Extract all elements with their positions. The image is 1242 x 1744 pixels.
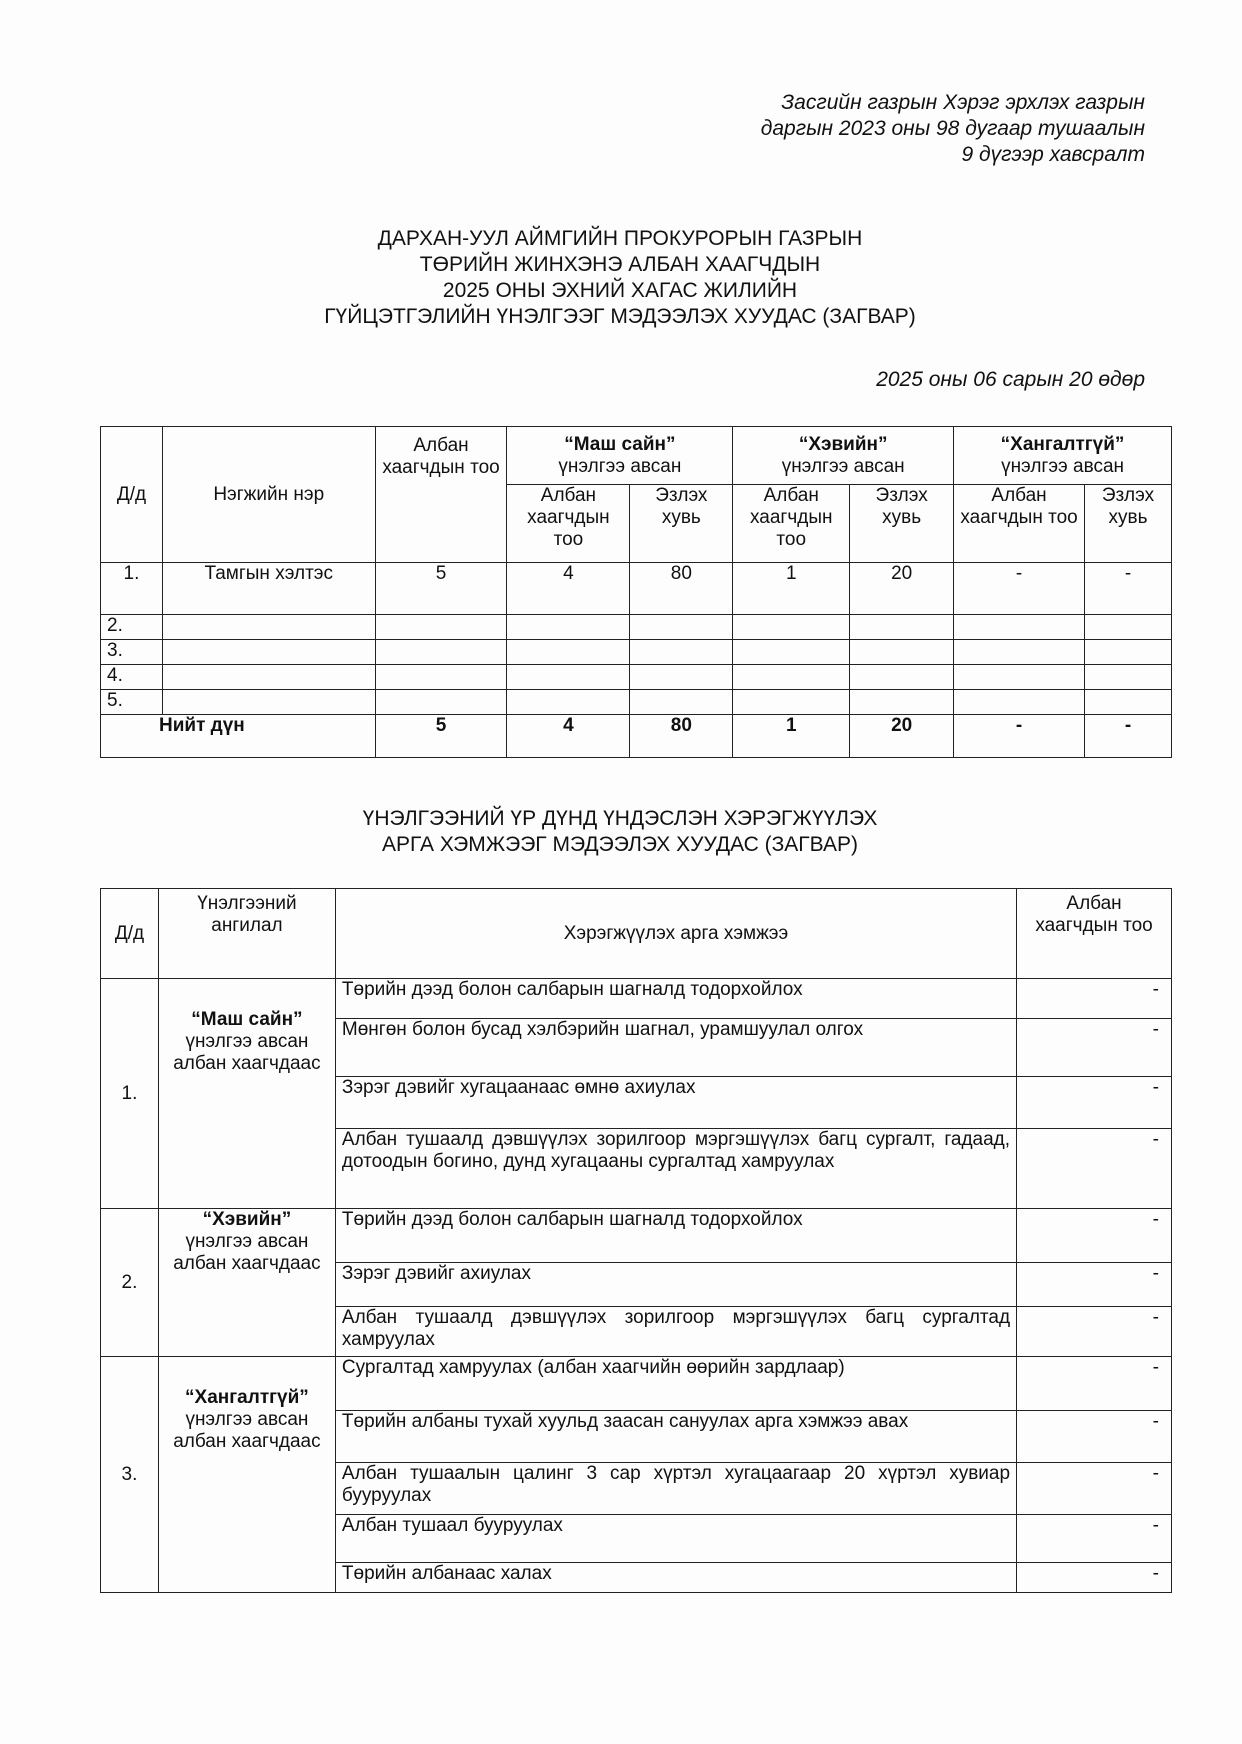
action-item: Төрийн дээд болон салбарын шагналд тодорхойлох (335, 1209, 1016, 1263)
title-line-3: 2025 ОНЫ ЭХНИЙ ХАГАС ЖИЛИЙН (442, 279, 798, 302)
table-row (101, 665, 1172, 690)
header-no: Д/д (101, 427, 163, 563)
header-unit-name: Нэгжийн нэр (162, 427, 375, 563)
row-insufficient-count: - (954, 563, 1085, 615)
category-title: “Хэвийн” (202, 1209, 292, 1230)
row-unit: Тамгын хэлтэс (162, 563, 375, 615)
total-label: Нийт дүн (101, 715, 376, 758)
action-count: - (1017, 1563, 1172, 1593)
row-no: 5. (101, 690, 163, 715)
table-row (101, 1357, 1172, 1411)
header-no: Д/д (101, 889, 159, 979)
sub-header-percent: Эзлэх хувь (850, 485, 954, 563)
action-item: Зэрэг дэвийг хугацаанаас өмнө ахиулах (335, 1077, 1016, 1129)
action-count: - (1017, 1307, 1172, 1357)
row-excellent-count: 4 (507, 563, 630, 615)
total-normal-count: 1 (733, 715, 850, 758)
category-normal (158, 1209, 335, 1357)
header-action: Хэрэгжүүлэх арга хэмжээ (335, 889, 1016, 979)
row-excellent-percent: 80 (630, 563, 733, 615)
category-no: 1. (101, 979, 159, 1209)
total-insufficient-count: - (954, 715, 1085, 758)
row-no: 1. (101, 563, 163, 615)
category-excellent (158, 979, 335, 1209)
row-no: 3. (101, 640, 163, 665)
table-row (101, 640, 1172, 665)
sub-header-percent: Эзлэх хувь (630, 485, 733, 563)
sub-header-count: Албан хаагчдын тоо (954, 485, 1085, 563)
action-item: Албан тушаалын цалинг 3 сар хүртэл хугацаагаар 20 хүртэл хувиар бууруулах (335, 1463, 1016, 1515)
section-title-line-2: АРГА ХЭМЖЭЭГ МЭДЭЭЛЭХ ХУУДАС (ЗАГВАР) (382, 833, 858, 856)
group-insufficient-title: “Хангалтгүй” (1000, 433, 1125, 455)
action-item: Төрийн дээд болон салбарын шагналд тодорхойлох (335, 979, 1016, 1019)
header-staff-count: Албан хаагчдын тоо (1017, 889, 1172, 979)
action-count: - (1017, 1515, 1172, 1563)
table-row (101, 979, 1172, 1019)
category-insufficient (158, 1357, 335, 1593)
total-count: 5 (375, 715, 507, 758)
category-no: 3. (101, 1357, 159, 1593)
total-row (101, 715, 1172, 758)
action-item: Сургалтад хамруулах (албан хаагчийн өөрийн зардлаар) (335, 1357, 1016, 1411)
sub-header-percent: Эзлэх хувь (1084, 485, 1171, 563)
group-normal-sub: үнэлгээ авсан (781, 455, 905, 477)
category-sub: үнэлгээ авсан албан хаагчдаас (173, 1031, 321, 1074)
section-title-line-1: ҮНЭЛГЭЭНИЙ ҮР ДҮНД ҮНДЭСЛЭН ХЭРЭГЖҮҮЛЭХ (362, 807, 878, 830)
section-title (100, 806, 1140, 858)
group-excellent-sub: үнэлгээ авсан (558, 455, 682, 477)
total-normal-percent: 20 (850, 715, 954, 758)
action-count: - (1017, 1411, 1172, 1463)
row-normal-count: 1 (733, 563, 850, 615)
action-count: - (1017, 1209, 1172, 1263)
document-title (100, 226, 1140, 330)
table-row (101, 615, 1172, 640)
total-insufficient-percent: - (1084, 715, 1171, 758)
action-count: - (1017, 1357, 1172, 1411)
action-count: - (1017, 1463, 1172, 1515)
category-title: “Хангалтгүй” (185, 1387, 309, 1408)
action-item: Албан тушаалд дэвшүүлэх зорилгоор мэргэшүүлэх багц сургалтад хамруулах (335, 1307, 1016, 1357)
sub-header-count: Албан хаагчдын тоо (733, 485, 850, 563)
action-count: - (1017, 1129, 1172, 1209)
table-row (101, 563, 1172, 615)
sub-header-count: Албан хаагчдын тоо (507, 485, 630, 563)
title-line-4: ГҮЙЦЭТГЭЛИЙН ҮНЭЛГЭЭГ МЭДЭЭЛЭХ ХУУДАС (ЗАГВАР) (324, 305, 916, 328)
action-count: - (1017, 1077, 1172, 1129)
document-date: 2025 оны 06 сарын 20 өдөр (876, 368, 1145, 391)
action-item: Төрийн албанаас халах (335, 1563, 1016, 1593)
header-group-excellent (507, 427, 733, 485)
row-no: 2. (101, 615, 163, 640)
measures-table (100, 888, 1172, 1593)
header-group-normal (733, 427, 954, 485)
total-excellent-count: 4 (507, 715, 630, 758)
annex-line-2: даргын 2023 оны 98 дугаар тушаалын (760, 117, 1145, 140)
group-excellent-title: “Маш сайн” (564, 433, 676, 455)
row-no: 4. (101, 665, 163, 690)
group-normal-title: “Хэвийн” (798, 433, 888, 455)
row-insufficient-percent: - (1084, 563, 1171, 615)
title-line-2: ТӨРИЙН ЖИНХЭНЭ АЛБАН ХААГЧДЫН (419, 253, 821, 276)
header-group-insufficient (954, 427, 1172, 485)
evaluation-summary-table (100, 426, 1172, 758)
action-count: - (1017, 1263, 1172, 1307)
category-no: 2. (101, 1209, 159, 1357)
row-count: 5 (375, 563, 507, 615)
annex-line-1: Засгийн газрын Хэрэг эрхлэх газрын (781, 91, 1145, 114)
header-category: Үнэлгээний ангилал (158, 889, 335, 979)
action-count: - (1017, 1019, 1172, 1077)
action-item: Мөнгөн болон бусад хэлбэрийн шагнал, урамшуулал олгох (335, 1019, 1016, 1077)
header-staff-count (375, 427, 507, 563)
action-item: Албан тушаал бууруулах (335, 1515, 1016, 1563)
total-excellent-percent: 80 (630, 715, 733, 758)
category-sub: үнэлгээ авсан албан хаагчдаас (173, 1231, 321, 1274)
row-normal-percent: 20 (850, 563, 954, 615)
action-item: Төрийн албаны тухай хуульд заасан сануулах арга хэмжээ авах (335, 1411, 1016, 1463)
table-row (101, 690, 1172, 715)
category-sub: үнэлгээ авсан албан хаагчдаас (173, 1409, 321, 1452)
annex-line-3: 9 дүгээр хавсралт (961, 143, 1145, 166)
title-line-1: ДАРХАН-УУЛ АЙМГИЙН ПРОКУРОРЫН ГАЗРЫН (377, 227, 863, 250)
header-staff-count-text: Албан хаагчдын тоо (382, 435, 500, 478)
category-title: “Маш сайн” (191, 1009, 303, 1030)
group-insufficient-sub: үнэлгээ авсан (1001, 455, 1125, 477)
table-row (101, 1209, 1172, 1263)
action-item: Зэрэг дэвийг ахиулах (335, 1263, 1016, 1307)
annex-reference (660, 90, 1145, 168)
action-item: Албан тушаалд дэвшүүлэх зорилгоор мэргэшүүлэх багц сургалт, гадаад, дотоодын богино, дунд хугацааны сургалтад хамруулах (335, 1129, 1016, 1209)
action-count: - (1017, 979, 1172, 1019)
